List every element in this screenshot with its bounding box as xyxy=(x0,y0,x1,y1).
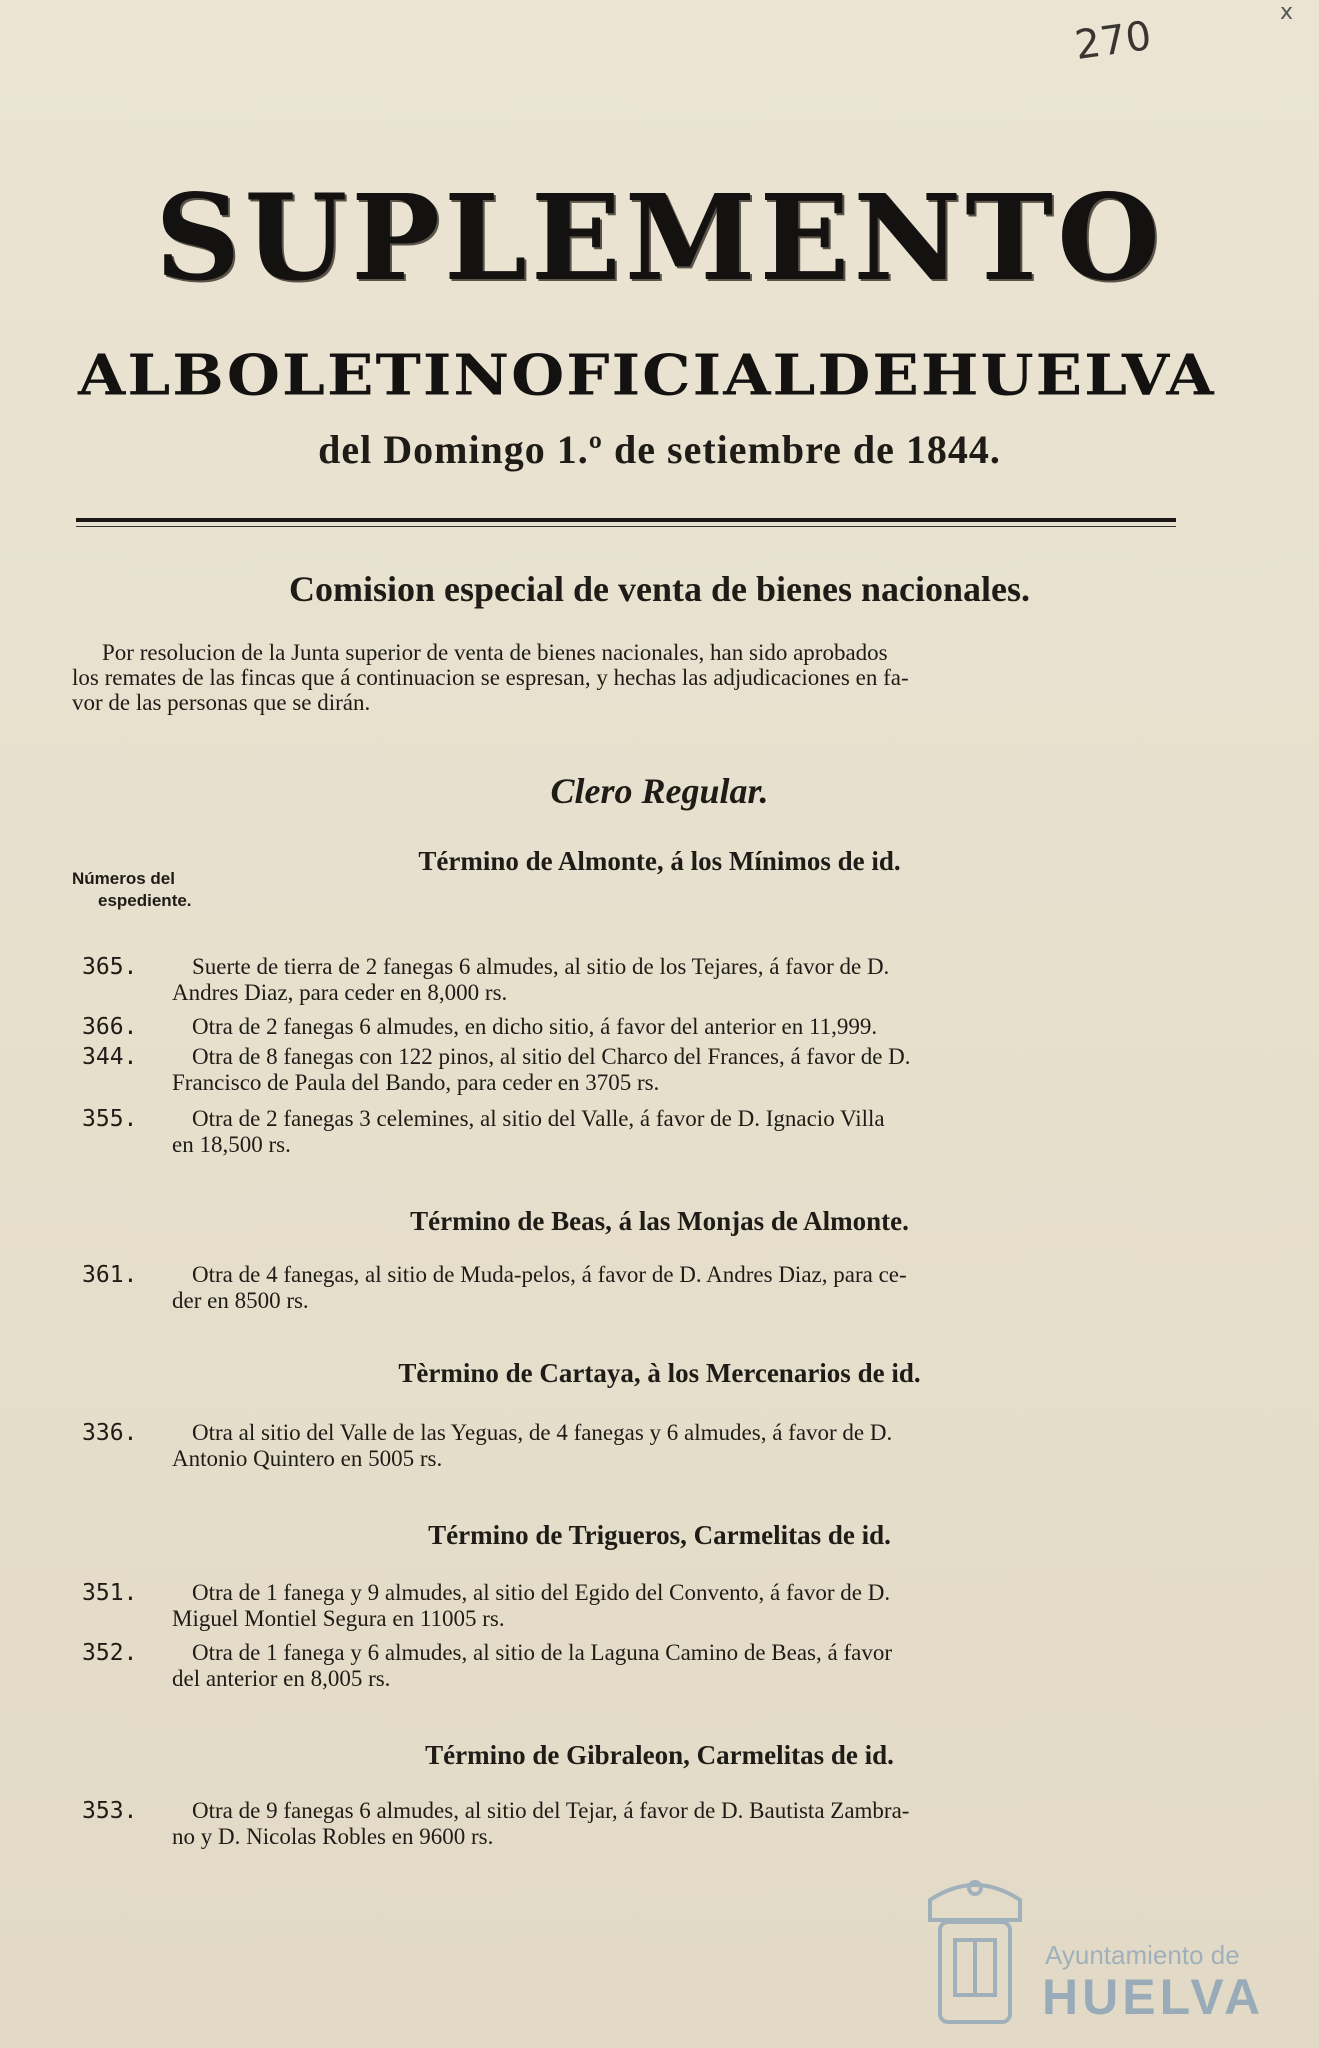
subtitle-word: BOLETIN xyxy=(172,342,512,409)
header-rule xyxy=(76,518,1176,522)
subtitle-word: OFICIAL xyxy=(511,342,818,409)
list-item xyxy=(82,1420,1172,1472)
entry-text: Otra al sitio del Valle de las Yeguas, de 4 fanegas y 6 almudes, á favor de D. xyxy=(192,1420,893,1445)
intro-line: vor de las personas que se dirán. xyxy=(72,690,371,715)
entry-text: Otra de 2 fanegas 3 celemines, al sitio del Valle, á favor de D. Ignacio Villa xyxy=(192,1106,885,1131)
list-item xyxy=(82,1262,1172,1314)
subtitle-word: HUELVA xyxy=(920,342,1216,409)
entry-text: Suerte de tierra de 2 fanegas 6 almudes, al sitio de los Tejares, á favor de D. xyxy=(192,954,890,979)
watermark-line2: HUELVA xyxy=(1042,1969,1265,2025)
entry-number: 353. xyxy=(82,1798,138,1824)
intro-line: Por resolucion de la Junta superior de venta de bienes nacionales, han sido aprobados xyxy=(102,640,888,665)
archive-number: 270 xyxy=(1072,12,1155,70)
entry-text: Otra de 1 fanega y 6 almudes, al sitio de la Laguna Camino de Beas, á favor xyxy=(192,1640,892,1665)
group-heading: Término de Trigueros, Carmelitas de id. xyxy=(428,1520,891,1550)
list-item xyxy=(82,1044,1172,1096)
watermark-line1: Ayuntamiento de xyxy=(1045,1940,1240,1970)
list-item xyxy=(82,1640,1172,1692)
entry-number: 366. xyxy=(82,1014,138,1040)
entry-text-cont: no y D. Nicolas Robles en 9600 rs. xyxy=(172,1824,494,1849)
document-subtitle xyxy=(78,342,1216,409)
entry-text: Otra de 9 fanegas 6 almudes, al sitio del Tejar, á favor de D. Bautista Zambra- xyxy=(192,1798,910,1823)
corner-mark: x xyxy=(1280,0,1294,25)
group-heading: Tèrmino de Cartaya, à los Mercenarios de id. xyxy=(398,1358,921,1388)
entry-text: Otra de 1 fanega y 9 almudes, al sitio del Egido del Convento, á favor de D. xyxy=(192,1580,891,1605)
entry-text-cont: del anterior en 8,005 rs. xyxy=(172,1666,391,1691)
entry-number: 352. xyxy=(82,1640,138,1666)
entry-text-cont: Antonio Quintero en 5005 rs. xyxy=(172,1446,443,1471)
entry-text-cont: Miguel Montiel Segura en 11005 rs. xyxy=(172,1606,505,1631)
column-label-line: espediente. xyxy=(98,891,192,910)
ayuntamiento-watermark xyxy=(900,1850,1280,2040)
entry-text: Otra de 2 fanegas 6 almudes, en dicho sitio, á favor del anterior en 11,999. xyxy=(192,1014,878,1039)
entry-text-cont: Andres Diaz, para ceder en 8,000 rs. xyxy=(172,980,508,1005)
group-heading: Término de Gibraleon, Carmelitas de id. xyxy=(425,1740,894,1770)
entry-number: 336. xyxy=(82,1420,138,1446)
entry-text: Otra de 8 fanegas con 122 pinos, al sitio del Charco del Frances, á favor de D. xyxy=(192,1044,911,1069)
subtitle-word: DE xyxy=(817,342,921,409)
entry-text-cont: en 18,500 rs. xyxy=(172,1132,291,1157)
entry-number: 355. xyxy=(82,1106,138,1132)
list-item xyxy=(82,954,1172,1006)
city-crest-icon xyxy=(900,1860,1050,2040)
intro-line: los remates de las fincas que á continuacion se espresan, y hechas las adjudicaciones en fa- xyxy=(72,665,909,690)
section-heading: Clero Regular. xyxy=(550,771,769,811)
entry-text: Otra de 4 fanegas, al sitio de Muda-pelos, á favor de D. Andres Diaz, para ce- xyxy=(192,1262,907,1287)
entry-text-cont: der en 8500 rs. xyxy=(172,1288,309,1313)
header-rule-thin xyxy=(76,526,1176,527)
commission-heading: Comision especial de venta de bienes nacionales. xyxy=(288,569,1030,609)
group-heading: Término de Beas, á las Monjas de Almonte. xyxy=(410,1206,909,1236)
dateline: del Domingo 1.º de setiembre de 1844. xyxy=(318,427,1001,472)
column-label-line: Números del xyxy=(72,869,175,888)
list-item xyxy=(82,1798,1172,1850)
entry-number: 351. xyxy=(82,1580,138,1606)
entry-number: 344. xyxy=(82,1044,138,1070)
entry-number: 361. xyxy=(82,1262,138,1288)
entry-number: 365. xyxy=(82,954,138,980)
subtitle-word: AL xyxy=(78,342,173,409)
list-item xyxy=(82,1106,1172,1158)
list-item xyxy=(82,1014,1172,1040)
list-item xyxy=(82,1580,1172,1632)
entry-text-cont: Francisco de Paula del Bando, para ceder en 3705 rs. xyxy=(172,1070,660,1095)
group-heading: Término de Almonte, á los Mínimos de id. xyxy=(418,846,901,876)
document-title: SUPLEMENTO xyxy=(155,168,1164,307)
intro-paragraph xyxy=(72,640,1172,715)
